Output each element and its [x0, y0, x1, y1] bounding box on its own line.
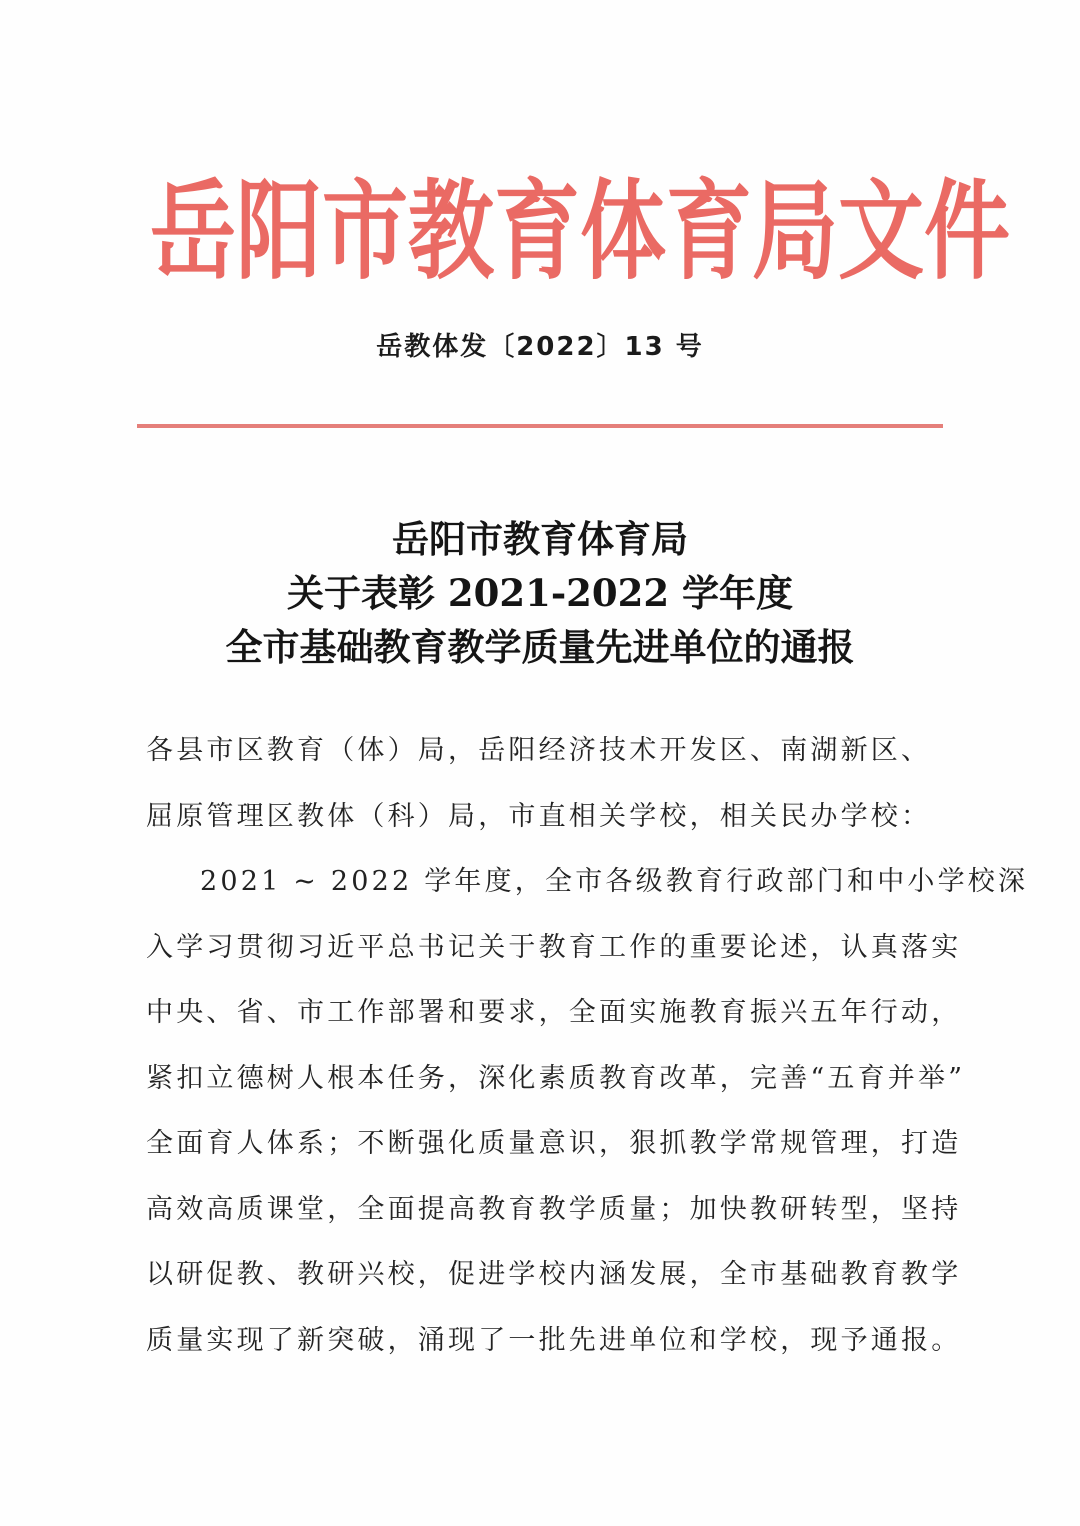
- document-title: [0, 512, 1080, 674]
- issuer-char: 育: [494, 168, 580, 295]
- issuer-char: 教: [408, 168, 494, 295]
- issuer-char: 市: [322, 168, 408, 295]
- paragraph-line: 全面育人体系；不断强化质量意识，狠抓教学常规管理，打造: [146, 1128, 962, 1159]
- title-line: 岳阳市教育体育局: [392, 517, 688, 561]
- paragraph-line: 质量实现了新突破，涌现了一批先进单位和学校，现予通报。: [146, 1324, 962, 1356]
- red-divider-rule: [137, 424, 943, 428]
- addressee-line: 各县市区教育（体）局，岳阳经济技术开发区、南湖新区、: [146, 735, 932, 766]
- issuer-red-header: [150, 157, 1010, 307]
- paragraph-line: 入学习贯彻习近平总书记关于教育工作的重要论述，认真落实: [146, 931, 962, 963]
- paragraph-line: 中央、省、市工作部署和要求，全面实施教育振兴五年行动，: [146, 997, 962, 1028]
- issuer-char: 阳: [236, 168, 322, 295]
- issuer-char: 局: [752, 168, 838, 295]
- title-line: 全市基础教育教学质量先进单位的通报: [225, 625, 855, 669]
- paragraph-line: 紧扣立德树人根本任务，深化素质教育改革，完善“五育并举”: [146, 1062, 966, 1094]
- document-number: 岳教体发〔2022〕13 号: [376, 332, 704, 362]
- paragraph-line: 高效高质课堂，全面提高教育教学质量；加快教研转型，坚持: [146, 1193, 962, 1225]
- title-line: 关于表彰 2021-2022 学年度: [286, 571, 794, 615]
- issuer-char: 体: [580, 168, 666, 295]
- issuer-char: 文: [838, 168, 924, 295]
- issuer-char: 件: [924, 168, 1010, 295]
- paragraph-line: 以研促教、教研兴校，促进学校内涵发展，全市基础教育教学: [146, 1259, 962, 1290]
- issuer-char: 岳: [150, 168, 236, 295]
- paragraph-line: 2021 ~ 2022 学年度，全市各级教育行政部门和中小学校深: [200, 866, 1029, 897]
- document-body: [146, 718, 1029, 1373]
- issuer-char: 育: [666, 168, 752, 295]
- addressee-line: 屈原管理区教体（科）局，市直相关学校，相关民办学校：: [146, 800, 932, 832]
